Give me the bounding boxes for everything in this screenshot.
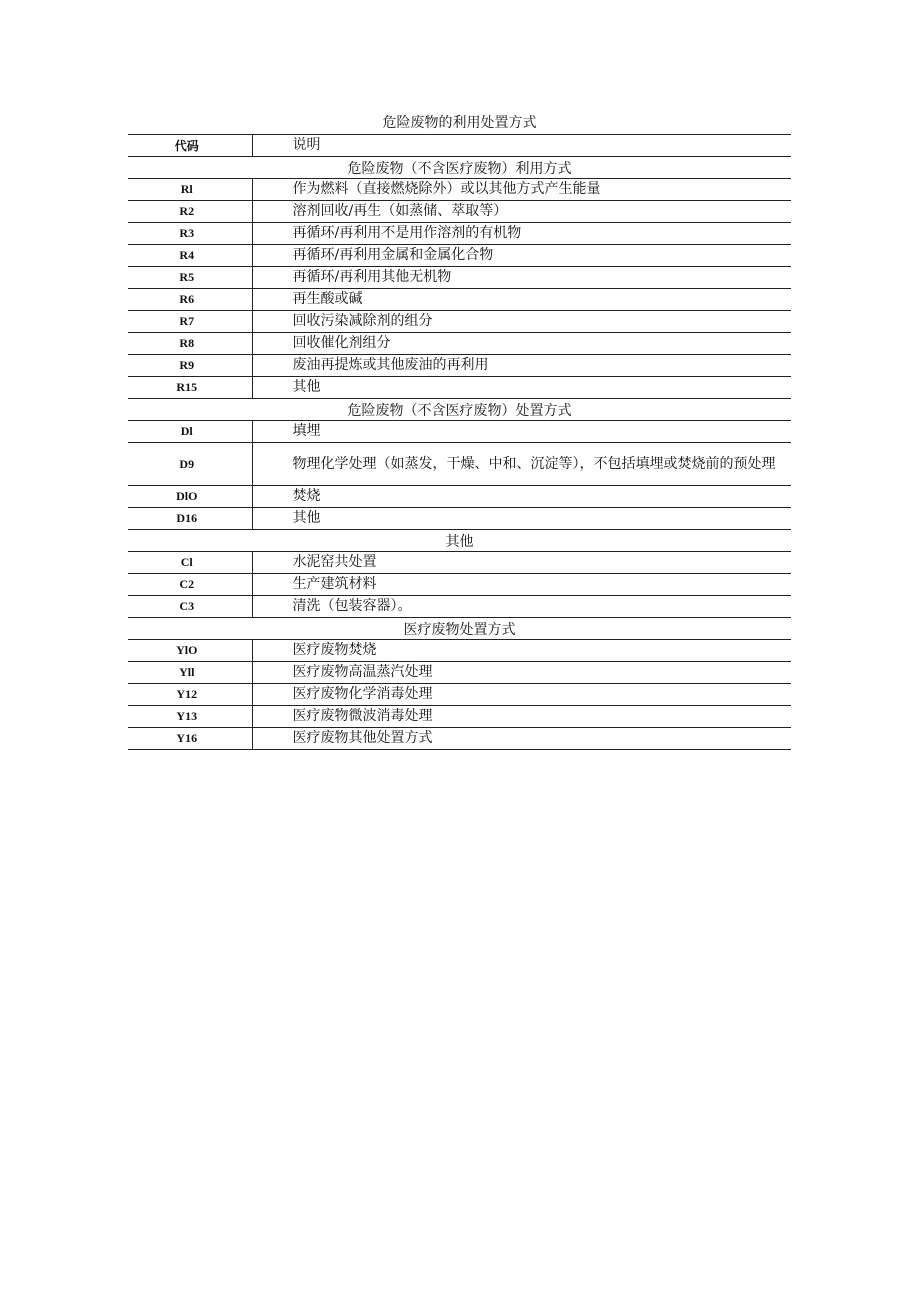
code-cell: DlO (128, 486, 252, 508)
code-cell: R5 (128, 267, 252, 289)
description-cell: 再循环/再利用不是用作溶剂的有机物 (252, 223, 791, 245)
code-cell: Yll (128, 662, 252, 684)
description-cell: 医疗废物化学消毒处理 (252, 684, 791, 706)
table-title: 危险废物的利用处置方式 (382, 115, 537, 131)
code-cell: D16 (128, 508, 252, 530)
code-cell: R9 (128, 355, 252, 377)
section-row (128, 157, 791, 179)
section-heading: 危险废物（不含医疗废物）处置方式 (128, 399, 791, 421)
table-row (128, 421, 791, 443)
description-cell: 焚烧 (252, 486, 791, 508)
description-cell: 再循环/再利用其他无机物 (252, 267, 791, 289)
code-cell: R7 (128, 311, 252, 333)
code-cell: Y13 (128, 706, 252, 728)
table-row (128, 640, 791, 662)
table-row (128, 486, 791, 508)
table-row (128, 333, 791, 355)
description-cell: 作为燃料（直接燃烧除外）或以其他方式产生能量 (252, 179, 791, 201)
code-cell: R2 (128, 201, 252, 223)
section-row (128, 618, 791, 640)
header-code: 代码 (128, 135, 252, 157)
table-header-row (128, 135, 791, 157)
table-row (128, 245, 791, 267)
code-cell: R4 (128, 245, 252, 267)
description-cell: 填埋 (252, 421, 791, 443)
document-page (128, 112, 791, 750)
table-row (128, 706, 791, 728)
table-row (128, 179, 791, 201)
table-row (128, 508, 791, 530)
table-row (128, 377, 791, 399)
description-cell: 医疗废物其他处置方式 (252, 728, 791, 750)
description-cell: 生产建筑材料 (252, 574, 791, 596)
table-row (128, 552, 791, 574)
description-cell: 再生酸或碱 (252, 289, 791, 311)
description-cell: 回收催化剂组分 (252, 333, 791, 355)
table-row (128, 223, 791, 245)
description-cell: 其他 (252, 508, 791, 530)
table-row (128, 684, 791, 706)
table-row (128, 267, 791, 289)
section-heading: 其他 (128, 530, 791, 552)
description-cell: 医疗废物焚烧 (252, 640, 791, 662)
description-cell: 回收污染减除剂的组分 (252, 311, 791, 333)
description-cell: 医疗废物微波消毒处理 (252, 706, 791, 728)
code-cell: Dl (128, 421, 252, 443)
code-cell: R8 (128, 333, 252, 355)
code-cell: R3 (128, 223, 252, 245)
code-cell: D9 (128, 443, 252, 486)
description-cell: 物理化学处理（如蒸发，干燥、中和、沉淀等），不包括填埋或焚烧前的预处理 (252, 443, 791, 486)
section-heading: 危险废物（不含医疗废物）利用方式 (128, 157, 791, 179)
table-row (128, 311, 791, 333)
table-row (128, 574, 791, 596)
section-row (128, 530, 791, 552)
table-row (128, 728, 791, 750)
description-cell: 其他 (252, 377, 791, 399)
description-cell: 清洗（包装容器）。 (252, 596, 791, 618)
description-cell: 医疗废物高温蒸汽处理 (252, 662, 791, 684)
section-row (128, 399, 791, 421)
disposal-methods-table (128, 134, 791, 750)
table-row (128, 201, 791, 223)
description-cell: 废油再提炼或其他废油的再利用 (252, 355, 791, 377)
description-cell: 再循环/再利用金属和金属化合物 (252, 245, 791, 267)
code-cell: C2 (128, 574, 252, 596)
table-row (128, 289, 791, 311)
code-cell: C3 (128, 596, 252, 618)
code-cell: R6 (128, 289, 252, 311)
code-cell: Rl (128, 179, 252, 201)
table-row (128, 355, 791, 377)
section-heading: 医疗废物处置方式 (128, 618, 791, 640)
code-cell: Y12 (128, 684, 252, 706)
description-cell: 水泥窑共处置 (252, 552, 791, 574)
table-row (128, 443, 791, 486)
table-row (128, 596, 791, 618)
header-description: 说明 (252, 135, 791, 157)
code-cell: Y16 (128, 728, 252, 750)
code-cell: Cl (128, 552, 252, 574)
code-cell: YlO (128, 640, 252, 662)
table-row (128, 662, 791, 684)
description-cell: 溶剂回收/再生（如蒸储、萃取等） (252, 201, 791, 223)
code-cell: R15 (128, 377, 252, 399)
